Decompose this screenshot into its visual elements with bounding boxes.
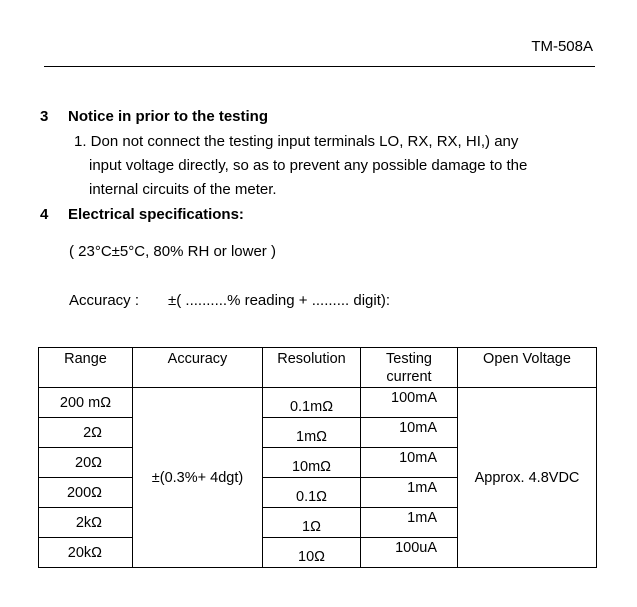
accuracy-formula: ±( ..........% reading + ......... digit): bbox=[168, 292, 391, 309]
resolution-cell: 1Ω bbox=[263, 508, 361, 538]
header-testing-current-line-1: Testing bbox=[386, 351, 432, 367]
header-range: Range bbox=[39, 348, 133, 388]
specifications-table bbox=[38, 347, 597, 568]
section-3-title: Notice in prior to the testing bbox=[68, 108, 269, 125]
document-model-number: TM-508A bbox=[531, 38, 593, 55]
range-cell: 20Ω bbox=[39, 448, 133, 478]
resolution-cell: 0.1Ω bbox=[263, 478, 361, 508]
test-conditions: ( 23°C±5°C, 80% RH or lower ) bbox=[69, 243, 276, 260]
header-accuracy: Accuracy bbox=[133, 348, 263, 388]
section-4-number: 4 bbox=[40, 206, 49, 223]
accuracy-cell: ±(0.3%+ 4dgt) bbox=[133, 388, 263, 568]
range-cell: 20kΩ bbox=[39, 538, 133, 568]
resolution-cell: 0.1mΩ bbox=[263, 388, 361, 418]
section-3-number: 3 bbox=[40, 108, 49, 125]
range-cell: 200Ω bbox=[39, 478, 133, 508]
range-cell: 200 mΩ bbox=[39, 388, 133, 418]
range-cell: 2kΩ bbox=[39, 508, 133, 538]
header-divider bbox=[44, 66, 595, 67]
current-cell: 100mA bbox=[361, 388, 458, 418]
table-row bbox=[39, 388, 597, 418]
range-cell: 2Ω bbox=[39, 418, 133, 448]
header-resolution: Resolution bbox=[263, 348, 361, 388]
resolution-cell: 10mΩ bbox=[263, 448, 361, 478]
header-testing-current bbox=[361, 348, 458, 388]
header-testing-current-line-2: current bbox=[386, 369, 432, 385]
current-cell: 100uA bbox=[361, 538, 458, 568]
current-cell: 10mA bbox=[361, 448, 458, 478]
table-header-row bbox=[39, 348, 597, 388]
open-voltage-cell: Approx. 4.8VDC bbox=[458, 388, 597, 568]
section-3-line-2: input voltage directly, so as to prevent any possible damage to the bbox=[89, 157, 528, 174]
current-cell: 10mA bbox=[361, 418, 458, 448]
header-open-voltage: Open Voltage bbox=[458, 348, 597, 388]
section-3-line-3: internal circuits of the meter. bbox=[89, 181, 277, 198]
resolution-cell: 10Ω bbox=[263, 538, 361, 568]
current-cell: 1mA bbox=[361, 478, 458, 508]
accuracy-label: Accuracy : bbox=[69, 292, 140, 309]
section-4-title: Electrical specifications: bbox=[68, 206, 244, 223]
section-3-line-1: 1. Don not connect the testing input terminals LO, RX, RX, HI,) any bbox=[74, 133, 519, 150]
resolution-cell: 1mΩ bbox=[263, 418, 361, 448]
current-cell: 1mA bbox=[361, 508, 458, 538]
